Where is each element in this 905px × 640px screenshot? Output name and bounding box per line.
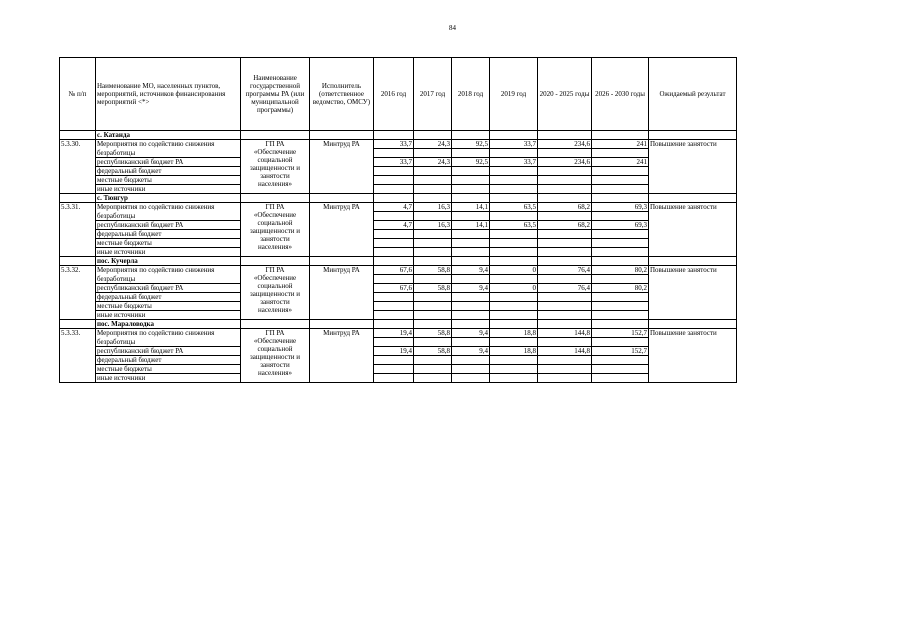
source-value: 241 (592, 158, 649, 167)
header-2016: 2016 год (374, 58, 414, 131)
source-value: 18,8 (490, 347, 538, 356)
activity-row (60, 140, 737, 149)
header-result: Ожидаемый результат (649, 58, 737, 131)
total-value: 24,3 (414, 140, 452, 149)
empty-cell (649, 131, 737, 140)
total-value: 9,4 (452, 266, 490, 275)
item-number: 5.3.33. (60, 329, 96, 383)
program-line: «Обеспечение (253, 274, 297, 282)
source-value (374, 248, 414, 257)
empty-cell (592, 320, 649, 329)
empty-cell (592, 275, 649, 284)
empty-cell (649, 320, 737, 329)
source-value (452, 374, 490, 383)
source-value (490, 176, 538, 185)
source-value: 144,8 (538, 347, 592, 356)
program-line: населения» (258, 369, 292, 377)
source-value: 0 (490, 284, 538, 293)
source-label: местные бюджеты (96, 302, 241, 311)
source-label: республиканский бюджет РА (96, 158, 241, 167)
source-value: 58,8 (414, 347, 452, 356)
source-value (452, 248, 490, 257)
source-value (592, 365, 649, 374)
empty-cell (649, 257, 737, 266)
table-body (60, 131, 737, 383)
program-line: «Обеспечение (253, 211, 297, 219)
source-value (538, 293, 592, 302)
source-value (414, 248, 452, 257)
empty-cell (490, 338, 538, 347)
activity-row (60, 266, 737, 275)
executor-name: Минтруд РА (310, 140, 374, 194)
empty-cell (374, 149, 414, 158)
program-line: защищенности и (249, 353, 301, 361)
source-value: 69,3 (592, 221, 649, 230)
location-row (60, 131, 737, 140)
empty-cell (649, 194, 737, 203)
executor-name: Минтруд РА (310, 266, 374, 320)
program-line: защищенности и (249, 290, 301, 298)
source-value (414, 185, 452, 194)
source-label: иные источники (96, 374, 241, 383)
empty-cell (60, 194, 96, 203)
empty-cell (241, 320, 310, 329)
activity-row (60, 203, 737, 212)
source-value: 4,7 (374, 221, 414, 230)
source-value (452, 239, 490, 248)
source-value (538, 167, 592, 176)
empty-cell (241, 257, 310, 266)
activity-name: Мероприятия по содействию снижения (96, 140, 241, 149)
source-value (490, 248, 538, 257)
source-row (60, 356, 737, 365)
activity-name: Мероприятия по содействию снижения (96, 203, 241, 212)
total-value: 68,2 (538, 203, 592, 212)
source-value (414, 230, 452, 239)
total-value: 9,4 (452, 329, 490, 338)
source-value: 9,4 (452, 284, 490, 293)
source-row (60, 239, 737, 248)
program-line: социальной (257, 156, 293, 164)
source-value (592, 293, 649, 302)
source-value (490, 185, 538, 194)
source-value (374, 302, 414, 311)
source-value (538, 302, 592, 311)
source-value (592, 167, 649, 176)
source-value (452, 302, 490, 311)
source-value (374, 239, 414, 248)
empty-cell (414, 212, 452, 221)
location-row (60, 257, 737, 266)
source-value (538, 239, 592, 248)
total-value: 0 (490, 266, 538, 275)
source-value (374, 311, 414, 320)
empty-cell (414, 131, 452, 140)
source-row (60, 374, 737, 383)
source-value (592, 248, 649, 257)
program-line: ГП РА (265, 329, 285, 337)
total-value: 63,5 (490, 203, 538, 212)
total-value: 58,8 (414, 329, 452, 338)
program-line: социальной (257, 345, 293, 353)
source-value (490, 311, 538, 320)
header-num: № п/п (60, 58, 96, 131)
empty-cell (452, 275, 490, 284)
empty-cell (592, 149, 649, 158)
source-value (414, 374, 452, 383)
source-value (452, 176, 490, 185)
header-executor: Исполнитель (ответственное ведомство, ОМСУ) (310, 58, 374, 131)
total-value: 19,4 (374, 329, 414, 338)
location-row (60, 194, 737, 203)
source-row (60, 176, 737, 185)
source-label: местные бюджеты (96, 239, 241, 248)
empty-cell (452, 212, 490, 221)
source-value: 92,5 (452, 158, 490, 167)
source-value (374, 374, 414, 383)
source-value (452, 293, 490, 302)
header-program: Наименование государственной программы РА (или муниципальной программы) (241, 58, 310, 131)
source-label: федеральный бюджет (96, 356, 241, 365)
source-value (452, 167, 490, 176)
empty-cell (490, 194, 538, 203)
source-value (374, 185, 414, 194)
source-value: 9,4 (452, 347, 490, 356)
header-2020-2025: 2020 - 2025 годы (538, 58, 592, 131)
source-value (490, 374, 538, 383)
empty-cell (241, 131, 310, 140)
empty-cell (490, 131, 538, 140)
source-value (414, 293, 452, 302)
source-value (452, 356, 490, 365)
source-row (60, 221, 737, 230)
item-number: 5.3.31. (60, 203, 96, 257)
executor-name: Минтруд РА (310, 329, 374, 383)
source-value (414, 167, 452, 176)
program-line: занятости (260, 172, 290, 180)
source-value (374, 293, 414, 302)
empty-cell (374, 194, 414, 203)
header-name: Наименование МО, населенных пунктов, мероприятий, источников финансирования мероприятий <*> (96, 58, 241, 131)
empty-cell (538, 131, 592, 140)
empty-cell (490, 149, 538, 158)
source-value (538, 248, 592, 257)
source-value (592, 239, 649, 248)
source-value (452, 185, 490, 194)
location-name: пос. Кучерла (96, 257, 241, 266)
source-label: федеральный бюджет (96, 293, 241, 302)
source-row (60, 167, 737, 176)
source-value (538, 185, 592, 194)
total-value: 16,3 (414, 203, 452, 212)
program-line: занятости (260, 298, 290, 306)
program-line: социальной (257, 282, 293, 290)
header-2026-2030: 2026 - 2030 годы (592, 58, 649, 131)
source-label: федеральный бюджет (96, 230, 241, 239)
source-value (374, 230, 414, 239)
activity-row (60, 329, 737, 338)
program-name (241, 203, 310, 257)
item-number: 5.3.30. (60, 140, 96, 194)
total-value: 144,8 (538, 329, 592, 338)
empty-cell (414, 320, 452, 329)
empty-cell (538, 149, 592, 158)
empty-cell (310, 257, 374, 266)
source-row (60, 365, 737, 374)
source-value (538, 176, 592, 185)
empty-cell (414, 194, 452, 203)
budget-table (59, 57, 737, 383)
empty-cell (374, 338, 414, 347)
empty-cell (490, 320, 538, 329)
source-value (414, 176, 452, 185)
empty-cell (60, 257, 96, 266)
empty-cell (374, 212, 414, 221)
total-value: 33,7 (490, 140, 538, 149)
program-line: «Обеспечение (253, 337, 297, 345)
source-value (592, 176, 649, 185)
source-value (414, 311, 452, 320)
empty-cell (452, 194, 490, 203)
total-value: 33,7 (374, 140, 414, 149)
empty-cell (538, 257, 592, 266)
activity-row (60, 275, 737, 284)
header-2018: 2018 год (452, 58, 490, 131)
empty-cell (592, 257, 649, 266)
source-value (538, 365, 592, 374)
expected-result: Повышение занятости (649, 329, 737, 383)
source-value: 76,4 (538, 284, 592, 293)
source-value (538, 374, 592, 383)
header-2019: 2019 год (490, 58, 538, 131)
source-label: иные источники (96, 248, 241, 257)
program-name (241, 266, 310, 320)
total-value: 67,6 (374, 266, 414, 275)
source-value (592, 230, 649, 239)
activity-name-cont: безработицы (96, 212, 241, 221)
activity-name-cont: безработицы (96, 275, 241, 284)
total-value: 58,8 (414, 266, 452, 275)
source-label: иные источники (96, 185, 241, 194)
activity-row (60, 338, 737, 347)
source-value: 58,8 (414, 284, 452, 293)
program-name (241, 329, 310, 383)
empty-cell (452, 338, 490, 347)
location-name: пос. Мараловодка (96, 320, 241, 329)
activity-name: Мероприятия по содействию снижения (96, 329, 241, 338)
source-value: 19,4 (374, 347, 414, 356)
table-header (60, 58, 737, 131)
source-value (538, 356, 592, 365)
source-value (414, 302, 452, 311)
source-value (538, 311, 592, 320)
source-row (60, 230, 737, 239)
empty-cell (310, 320, 374, 329)
empty-cell (452, 149, 490, 158)
program-line: защищенности и (249, 227, 301, 235)
empty-cell (538, 320, 592, 329)
source-value (374, 167, 414, 176)
total-value: 234,6 (538, 140, 592, 149)
activity-row (60, 212, 737, 221)
source-value (490, 365, 538, 374)
empty-cell (414, 338, 452, 347)
activity-name-cont: безработицы (96, 149, 241, 158)
source-value: 63,5 (490, 221, 538, 230)
source-row (60, 158, 737, 167)
location-name: с. Катанда (96, 131, 241, 140)
source-label: иные источники (96, 311, 241, 320)
source-value (452, 311, 490, 320)
total-value: 4,7 (374, 203, 414, 212)
source-value: 14,1 (452, 221, 490, 230)
source-label: республиканский бюджет РА (96, 347, 241, 356)
source-value (490, 239, 538, 248)
header-2017: 2017 год (414, 58, 452, 131)
program-line: ГП РА (265, 203, 285, 211)
empty-cell (452, 131, 490, 140)
source-row (60, 302, 737, 311)
program-line: ГП РА (265, 266, 285, 274)
location-row (60, 320, 737, 329)
source-value (490, 230, 538, 239)
expected-result: Повышение занятости (649, 203, 737, 257)
expected-result: Повышение занятости (649, 266, 737, 320)
source-value (490, 302, 538, 311)
source-row (60, 185, 737, 194)
program-line: занятости (260, 235, 290, 243)
source-value: 67,6 (374, 284, 414, 293)
total-value: 92,5 (452, 140, 490, 149)
source-value (374, 356, 414, 365)
source-value (592, 356, 649, 365)
source-value (592, 374, 649, 383)
source-row (60, 311, 737, 320)
program-line: занятости (260, 361, 290, 369)
source-value: 68,2 (538, 221, 592, 230)
empty-cell (592, 338, 649, 347)
source-label: местные бюджеты (96, 365, 241, 374)
empty-cell (310, 194, 374, 203)
source-row (60, 284, 737, 293)
source-value (538, 230, 592, 239)
activity-name-cont: безработицы (96, 338, 241, 347)
empty-cell (374, 131, 414, 140)
empty-cell (538, 275, 592, 284)
empty-cell (592, 194, 649, 203)
empty-cell (452, 257, 490, 266)
program-line: населения» (258, 243, 292, 251)
source-value (490, 293, 538, 302)
source-value: 16,3 (414, 221, 452, 230)
empty-cell (310, 131, 374, 140)
source-value: 234,6 (538, 158, 592, 167)
total-value: 76,4 (538, 266, 592, 275)
total-value: 18,8 (490, 329, 538, 338)
source-value: 24,3 (414, 158, 452, 167)
source-value (592, 302, 649, 311)
empty-cell (538, 338, 592, 347)
empty-cell (490, 212, 538, 221)
empty-cell (241, 194, 310, 203)
program-line: социальной (257, 219, 293, 227)
source-label: республиканский бюджет РА (96, 221, 241, 230)
source-value (374, 365, 414, 374)
source-value (374, 176, 414, 185)
empty-cell (414, 257, 452, 266)
total-value: 69,3 (592, 203, 649, 212)
program-line: населения» (258, 180, 292, 188)
total-value: 14,1 (452, 203, 490, 212)
empty-cell (414, 275, 452, 284)
source-value (452, 365, 490, 374)
total-value: 80,2 (592, 266, 649, 275)
empty-cell (538, 194, 592, 203)
empty-cell (592, 131, 649, 140)
source-value (414, 365, 452, 374)
source-value (592, 311, 649, 320)
executor-name: Минтруд РА (310, 203, 374, 257)
source-value (414, 239, 452, 248)
empty-cell (490, 275, 538, 284)
source-value (414, 356, 452, 365)
total-value: 241 (592, 140, 649, 149)
empty-cell (374, 275, 414, 284)
location-name: с. Тюнгур (96, 194, 241, 203)
source-row (60, 248, 737, 257)
source-value: 33,7 (374, 158, 414, 167)
source-value: 33,7 (490, 158, 538, 167)
program-name (241, 140, 310, 194)
source-value (490, 356, 538, 365)
empty-cell (414, 149, 452, 158)
empty-cell (374, 257, 414, 266)
empty-cell (60, 320, 96, 329)
activity-row (60, 149, 737, 158)
source-row (60, 293, 737, 302)
empty-cell (452, 320, 490, 329)
source-value (490, 167, 538, 176)
program-line: защищенности и (249, 164, 301, 172)
source-value: 80,2 (592, 284, 649, 293)
item-number: 5.3.32. (60, 266, 96, 320)
source-value: 152,7 (592, 347, 649, 356)
expected-result: Повышение занятости (649, 140, 737, 194)
empty-cell (374, 320, 414, 329)
source-value (592, 185, 649, 194)
source-row (60, 347, 737, 356)
page-number: 84 (449, 24, 456, 32)
empty-cell (490, 257, 538, 266)
activity-name: Мероприятия по содействию снижения (96, 266, 241, 275)
program-line: населения» (258, 306, 292, 314)
program-line: «Обеспечение (253, 148, 297, 156)
source-value (452, 230, 490, 239)
source-label: федеральный бюджет (96, 167, 241, 176)
empty-cell (538, 212, 592, 221)
total-value: 152,7 (592, 329, 649, 338)
source-label: местные бюджеты (96, 176, 241, 185)
program-line: ГП РА (265, 140, 285, 148)
source-label: республиканский бюджет РА (96, 284, 241, 293)
empty-cell (592, 212, 649, 221)
empty-cell (60, 131, 96, 140)
